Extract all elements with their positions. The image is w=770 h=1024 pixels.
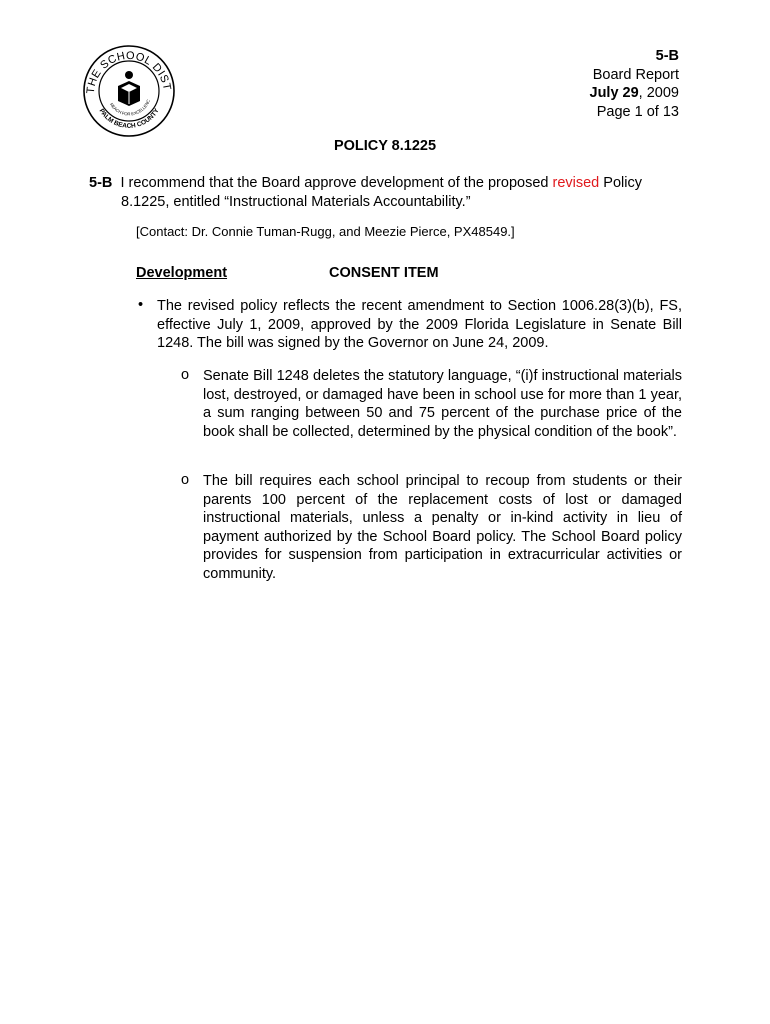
recommendation-lead: 5-B — [89, 175, 113, 191]
contact-info: [Contact: Dr. Connie Tuman-Rugg, and Meezie Pierce, PX48549.] — [136, 224, 515, 239]
seal-top-text: THE SCHOOL DIST — [84, 49, 173, 95]
sub-bullet-marker: o — [181, 472, 190, 488]
sub-bullet-text: The bill requires each school principal to recoup from students or their parents 100 percent of the replacement costs of lost or damaged instructional materials, unless a penalty or in-kind activity in lieu of payment authorized by the School Board policy. The School Board policy provides for suspension from participation in extracurricular activities or community. — [203, 473, 682, 582]
list-item — [136, 297, 682, 353]
report-type: Board Report — [592, 66, 679, 83]
policy-title: POLICY 8.1225 — [333, 138, 437, 154]
bullet-text: The revised policy reflects the recent amendment to Section 1006.28(3)(b), FS, effective July 1, 2009, approved by the 2009 Florida Legislature in Senate Bill 1248. The bill was signed by the Governor on June 24, 2009. — [157, 298, 682, 351]
recommendation-highlight: revised — [552, 175, 600, 191]
recommendation-text-before: I recommend that the Board approve development of the proposed — [120, 175, 549, 191]
recommendation-line-2: 8.1225, entitled “Instructional Materials Accountability.” — [121, 193, 471, 210]
sub-bullet-text: Senate Bill 1248 deletes the statutory language, “(i)f instructional materials lost, destroyed, or damaged have been in school use for more than 1 year, a sum ranging between 50 and 75 percent of the purchase price of the book shall be collected, determined by the physical condition of the book”. — [203, 368, 682, 440]
recommendation-line-1 — [89, 174, 681, 193]
sub-list-item — [179, 367, 682, 441]
report-date-year: , 2009 — [638, 85, 679, 101]
school-district-seal — [82, 44, 176, 138]
sub-list-item — [179, 472, 682, 583]
consent-item-label: CONSENT ITEM — [329, 265, 439, 281]
bullet-marker: • — [138, 297, 144, 313]
cube-emblem-icon — [118, 71, 140, 106]
seal-bottom-text: PALM BEACH COUNTY — [97, 107, 161, 130]
recommendation — [89, 174, 681, 211]
page-number: Page 1 of 13 — [596, 103, 679, 120]
report-date — [590, 84, 680, 103]
development-label: Development — [136, 265, 228, 281]
report-date-bold: July 29 — [589, 85, 639, 101]
recommendation-text-after: Policy — [603, 175, 642, 191]
report-header — [590, 47, 680, 121]
report-code: 5-B — [655, 48, 679, 64]
seal-inner-text: REACH FOR EXCELLENC — [108, 98, 151, 117]
sub-bullet-marker: o — [181, 367, 190, 383]
